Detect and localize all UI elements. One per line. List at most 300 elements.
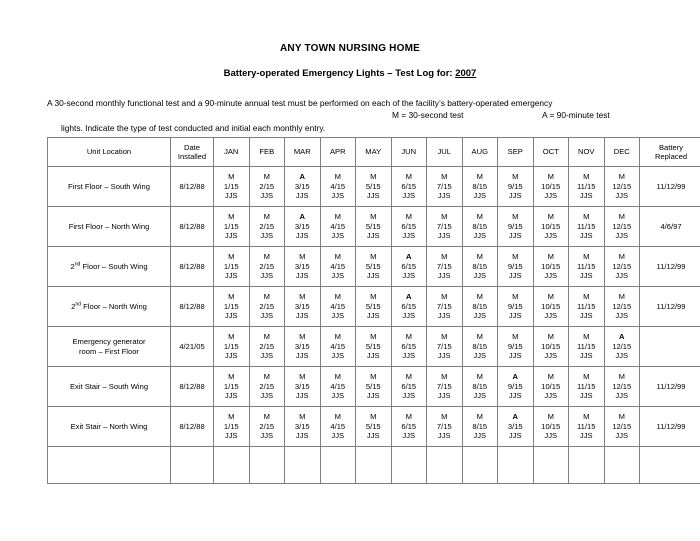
cell-month-sep[interactable] — [498, 247, 534, 287]
entry-test-type: M — [476, 292, 483, 302]
entry-test-type: M — [334, 212, 341, 222]
cell-date-installed[interactable]: 8/12/88 — [171, 207, 214, 247]
entry-date: 2/15 — [259, 221, 275, 231]
header-month-may: MAY — [356, 138, 392, 167]
entry-test-type: M — [547, 412, 554, 422]
entry-test-type: M — [228, 412, 235, 422]
unit-prefix: First Floor — [68, 181, 105, 191]
entry-test-type: M — [299, 412, 306, 422]
cell-month-may[interactable] — [356, 287, 392, 327]
cell-month-oct[interactable] — [533, 407, 569, 447]
entry-test-type: M — [476, 412, 483, 422]
entry-date: 7/15 — [436, 381, 452, 391]
entry-initials: JJS — [508, 271, 522, 281]
entry-initials: JJS — [437, 351, 451, 361]
cell-month-sep[interactable] — [498, 167, 534, 207]
entry-test-type: M — [618, 412, 625, 422]
entry-date: 5/15 — [365, 301, 381, 311]
entry-test-type: M — [334, 332, 341, 342]
entry-date: 3/15 — [294, 301, 310, 311]
entry-test-type: M — [263, 332, 270, 342]
entry-initials: JJS — [224, 311, 238, 321]
cell-month-feb[interactable] — [249, 327, 285, 367]
entry-date: 9/15 — [507, 301, 523, 311]
entry-initials: JJS — [366, 311, 380, 321]
cell-month-may[interactable] — [356, 407, 392, 447]
cell-month-dec[interactable] — [604, 207, 640, 247]
entry-test-type: A — [512, 412, 518, 422]
cell-month-nov[interactable] — [569, 287, 605, 327]
entry-test-type: A — [299, 212, 305, 222]
cell-month-aug[interactable] — [462, 247, 498, 287]
table-header — [48, 138, 700, 167]
entry-date: 9/15 — [507, 341, 523, 351]
entry-test-type: M — [583, 252, 590, 262]
cell-month-nov[interactable] — [569, 367, 605, 407]
cell-month-aug[interactable] — [462, 367, 498, 407]
unit-ordinal-suffix: nd — [74, 261, 81, 268]
entry-date: 1/15 — [223, 341, 239, 351]
cell-month-apr[interactable] — [320, 167, 356, 207]
entry-test-type: M — [228, 292, 235, 302]
cell-month-may[interactable] — [356, 207, 392, 247]
entry-test-type: M — [405, 172, 412, 182]
entry-date: 9/15 — [507, 381, 523, 391]
entry-initials: JJS — [473, 391, 487, 401]
entry-test-type: M — [370, 172, 377, 182]
cell-month-jun[interactable] — [391, 207, 427, 247]
cell-month-apr[interactable] — [320, 207, 356, 247]
unit-line-1: Emergency generator — [72, 336, 146, 346]
entry-test-type: M — [370, 332, 377, 342]
cell-month-may[interactable] — [356, 447, 392, 484]
entry-date: 7/15 — [436, 421, 452, 431]
cell-month-nov[interactable] — [569, 327, 605, 367]
entry-date: 11/15 — [577, 221, 596, 231]
table-row — [48, 287, 700, 327]
entry-initials: JJS — [437, 231, 451, 241]
entry-date: 12/15 — [612, 301, 632, 311]
cell-month-dec[interactable] — [604, 167, 640, 207]
unit-suffix: – North Wing — [104, 221, 150, 231]
cell-unit-location[interactable] — [48, 327, 171, 367]
entry-date: 3/15 — [294, 261, 310, 271]
header-month-jul: JUL — [427, 138, 463, 167]
entry-initials: JJS — [402, 231, 416, 241]
entry-date: 2/15 — [259, 341, 275, 351]
header-month-sep: SEP — [498, 138, 534, 167]
header-month-jan: JAN — [214, 138, 250, 167]
entry-initials: JJS — [437, 271, 451, 281]
cell-month-nov[interactable] — [569, 407, 605, 447]
cell-month-jul[interactable] — [427, 407, 463, 447]
cell-month-jun[interactable] — [391, 407, 427, 447]
cell-date-installed[interactable]: 8/12/88 — [171, 167, 214, 207]
entry-test-type: M — [512, 292, 519, 302]
entry-test-type: M — [583, 372, 590, 382]
entry-date: 7/15 — [436, 301, 452, 311]
entry-date: 7/15 — [436, 221, 452, 231]
entry-date: 11/15 — [577, 261, 596, 271]
cell-month-mar[interactable] — [285, 447, 321, 484]
cell-month-oct[interactable] — [533, 247, 569, 287]
entry-test-type: M — [334, 172, 341, 182]
entry-test-type: A — [619, 332, 625, 342]
entry-test-type: M — [228, 252, 235, 262]
cell-month-mar[interactable] — [285, 247, 321, 287]
entry-date: 12/15 — [612, 181, 632, 191]
entry-test-type: M — [618, 372, 625, 382]
entry-initials: JJS — [544, 351, 558, 361]
cell-month-jul[interactable] — [427, 447, 463, 484]
entry-initials: JJS — [260, 231, 274, 241]
cell-month-jan[interactable] — [214, 447, 250, 484]
cell-month-dec[interactable] — [604, 327, 640, 367]
cell-month-nov[interactable] — [569, 167, 605, 207]
cell-month-apr[interactable] — [320, 367, 356, 407]
entry-date: 10/15 — [541, 381, 561, 391]
cell-month-jun[interactable] — [391, 247, 427, 287]
entry-test-type: M — [441, 212, 448, 222]
entry-date: 2/15 — [259, 181, 275, 191]
entry-initials: JJS — [437, 391, 451, 401]
cell-month-jul[interactable] — [427, 367, 463, 407]
entry-date: 8/15 — [472, 181, 488, 191]
entry-date: 8/15 — [472, 261, 488, 271]
table-row-blank — [48, 447, 700, 484]
cell-month-jul[interactable] — [427, 287, 463, 327]
entry-date: 5/15 — [365, 381, 381, 391]
entry-test-type: M — [228, 212, 235, 222]
cell-month-mar[interactable] — [285, 287, 321, 327]
cell-month-nov[interactable] — [569, 447, 605, 484]
entry-initials: JJS — [295, 431, 309, 441]
entry-date: 5/15 — [365, 341, 381, 351]
unit-line-2: room – First Floor — [79, 346, 139, 356]
cell-battery-replaced[interactable]: 4/6/97 — [640, 207, 700, 247]
header-battery-replaced-line2: Replaced — [654, 152, 688, 161]
cell-battery-replaced[interactable]: 11/12/99 — [640, 287, 700, 327]
cell-month-jun[interactable] — [391, 167, 427, 207]
entry-date: 3/15 — [294, 341, 310, 351]
cell-month-oct[interactable] — [533, 327, 569, 367]
entry-date: 10/15 — [541, 221, 561, 231]
cell-month-oct[interactable] — [533, 207, 569, 247]
entry-test-type: M — [334, 412, 341, 422]
entry-date: 10/15 — [541, 301, 561, 311]
entry-test-type: M — [547, 252, 554, 262]
cell-month-feb[interactable] — [249, 367, 285, 407]
entry-initials: JJS — [224, 231, 238, 241]
cell-month-jun[interactable] — [391, 287, 427, 327]
test-log-table — [47, 137, 700, 484]
table-row — [48, 407, 700, 447]
entry-initials: JJS — [544, 231, 558, 241]
cell-month-jul[interactable] — [427, 207, 463, 247]
cell-month-may[interactable] — [356, 247, 392, 287]
entry-initials: JJS — [579, 311, 593, 321]
entry-test-type: M — [441, 252, 448, 262]
unit-prefix: 2 — [70, 261, 75, 271]
cell-battery-replaced[interactable]: 11/12/99 — [640, 167, 700, 207]
entry-initials: JJS — [402, 311, 416, 321]
cell-month-mar[interactable] — [285, 407, 321, 447]
cell-month-sep[interactable] — [498, 287, 534, 327]
cell-month-may[interactable] — [356, 367, 392, 407]
cell-month-feb[interactable] — [249, 207, 285, 247]
cell-month-oct[interactable] — [533, 167, 569, 207]
entry-date: 4/15 — [330, 381, 346, 391]
unit-prefix: 2 — [71, 301, 76, 311]
entry-test-type: M — [547, 292, 554, 302]
cell-month-nov[interactable] — [569, 247, 605, 287]
entry-initials: JJS — [224, 351, 238, 361]
cell-month-oct[interactable] — [533, 367, 569, 407]
cell-unit-location[interactable] — [48, 367, 171, 407]
cell-unit-location[interactable] — [48, 447, 171, 484]
cell-month-may[interactable] — [356, 327, 392, 367]
cell-month-mar[interactable] — [285, 327, 321, 367]
entry-initials: JJS — [331, 391, 345, 401]
cell-month-may[interactable] — [356, 167, 392, 207]
entry-test-type: M — [547, 172, 554, 182]
entry-initials: JJS — [260, 391, 274, 401]
entry-initials: JJS — [544, 391, 558, 401]
cell-battery-replaced[interactable]: 11/12/99 — [640, 407, 700, 447]
entry-initials: JJS — [615, 391, 629, 401]
cell-month-feb[interactable] — [249, 407, 285, 447]
cell-month-aug[interactable] — [462, 287, 498, 327]
cell-month-apr[interactable] — [320, 287, 356, 327]
entry-test-type: M — [263, 412, 270, 422]
entry-date: 1/15 — [223, 261, 239, 271]
cell-battery-replaced[interactable]: 11/12/99 — [640, 367, 700, 407]
entry-date: 11/15 — [577, 181, 596, 191]
entry-test-type: A — [299, 172, 305, 182]
entry-date: 6/15 — [401, 261, 417, 271]
cell-month-apr[interactable] — [320, 247, 356, 287]
cell-month-dec[interactable] — [604, 367, 640, 407]
cell-date-installed[interactable]: 8/12/88 — [171, 367, 214, 407]
cell-month-feb[interactable] — [249, 447, 285, 484]
entry-initials: JJS — [295, 231, 309, 241]
entry-test-type: M — [370, 252, 377, 262]
cell-month-feb[interactable] — [249, 167, 285, 207]
cell-date-installed[interactable]: 8/12/88 — [171, 407, 214, 447]
header-month-feb: FEB — [249, 138, 285, 167]
cell-month-sep[interactable] — [498, 327, 534, 367]
entry-test-type: M — [370, 412, 377, 422]
entry-initials: JJS — [260, 191, 274, 201]
entry-date: 4/15 — [330, 221, 346, 231]
entry-initials: JJS — [331, 431, 345, 441]
cell-month-nov[interactable] — [569, 207, 605, 247]
entry-initials: JJS — [295, 271, 309, 281]
entry-date: 8/15 — [472, 421, 488, 431]
cell-month-feb[interactable] — [249, 247, 285, 287]
cell-month-apr[interactable] — [320, 447, 356, 484]
entry-initials: JJS — [402, 351, 416, 361]
entry-initials: JJS — [544, 311, 558, 321]
entry-test-type: M — [263, 252, 270, 262]
cell-month-apr[interactable] — [320, 407, 356, 447]
cell-month-aug[interactable] — [462, 207, 498, 247]
cell-month-mar[interactable] — [285, 367, 321, 407]
entry-test-type: M — [512, 172, 519, 182]
entry-test-type: M — [370, 212, 377, 222]
entry-date: 4/15 — [330, 261, 346, 271]
cell-month-jul[interactable] — [427, 167, 463, 207]
cell-date-installed[interactable]: 4/21/05 — [171, 327, 214, 367]
entry-test-type: M — [583, 212, 590, 222]
entry-date: 6/15 — [401, 301, 417, 311]
cell-month-feb[interactable] — [249, 287, 285, 327]
entry-initials: JJS — [579, 431, 593, 441]
entry-date: 3/15 — [294, 221, 310, 231]
entry-test-type: M — [547, 212, 554, 222]
cell-month-sep[interactable] — [498, 367, 534, 407]
cell-month-jan[interactable] — [214, 327, 250, 367]
entry-date: 10/15 — [541, 181, 561, 191]
cell-month-sep[interactable] — [498, 207, 534, 247]
entry-date: 7/15 — [436, 181, 452, 191]
entry-date: 2/15 — [259, 261, 275, 271]
cell-month-jan[interactable] — [214, 367, 250, 407]
entry-initials: JJS — [402, 431, 416, 441]
entry-initials: JJS — [224, 431, 238, 441]
entry-test-type: M — [441, 412, 448, 422]
entry-test-type: M — [512, 252, 519, 262]
entry-initials: JJS — [473, 431, 487, 441]
cell-battery-replaced[interactable] — [640, 447, 700, 484]
entry-initials: JJS — [615, 271, 629, 281]
entry-test-type: M — [618, 212, 625, 222]
entry-initials: JJS — [579, 271, 593, 281]
cell-month-dec[interactable] — [604, 447, 640, 484]
table-row — [48, 207, 700, 247]
cell-month-jun[interactable] — [391, 447, 427, 484]
cell-month-aug[interactable] — [462, 167, 498, 207]
legend-m-label: M = 30-second test — [392, 110, 464, 121]
entry-initials: JJS — [295, 351, 309, 361]
cell-battery-replaced[interactable]: 11/12/99 — [640, 247, 700, 287]
instructions-line-2: lights. Indicate the type of test conducted and initial each monthly entry. — [60, 122, 326, 133]
cell-month-jun[interactable] — [391, 327, 427, 367]
entry-test-type: M — [228, 332, 235, 342]
cell-month-dec[interactable] — [604, 287, 640, 327]
entry-date: 12/15 — [612, 381, 632, 391]
entry-date: 1/15 — [223, 421, 239, 431]
cell-month-dec[interactable] — [604, 407, 640, 447]
header-battery-replaced — [640, 138, 700, 167]
cell-month-jun[interactable] — [391, 367, 427, 407]
entry-initials: JJS — [508, 431, 522, 441]
entry-test-type: M — [583, 172, 590, 182]
entry-initials: JJS — [508, 311, 522, 321]
cell-unit-location[interactable] — [48, 207, 171, 247]
cell-month-mar[interactable] — [285, 207, 321, 247]
cell-month-oct[interactable] — [533, 287, 569, 327]
cell-unit-location[interactable] — [48, 247, 171, 287]
entry-initials: JJS — [473, 191, 487, 201]
page-title: ANY TOWN NURSING HOME — [280, 43, 420, 54]
unit-prefix: First Floor — [68, 221, 105, 231]
entry-test-type: M — [263, 372, 270, 382]
entry-date: 8/15 — [472, 301, 488, 311]
entry-initials: JJS — [366, 271, 380, 281]
entry-test-type: M — [476, 172, 483, 182]
cell-month-aug[interactable] — [462, 407, 498, 447]
cell-month-dec[interactable] — [604, 247, 640, 287]
table-row — [48, 247, 700, 287]
cell-month-sep[interactable] — [498, 447, 534, 484]
cell-unit-location[interactable] — [48, 167, 171, 207]
entry-initials: JJS — [473, 351, 487, 361]
cell-month-aug[interactable] — [462, 447, 498, 484]
entry-initials: JJS — [331, 351, 345, 361]
entry-date: 6/15 — [401, 381, 417, 391]
entry-test-type: M — [405, 412, 412, 422]
cell-unit-location[interactable] — [48, 407, 171, 447]
entry-date: 8/15 — [472, 341, 488, 351]
cell-month-aug[interactable] — [462, 327, 498, 367]
entry-initials: JJS — [224, 391, 238, 401]
entry-date: 4/15 — [330, 341, 346, 351]
entry-test-type: M — [618, 292, 625, 302]
document-subtitle — [0, 68, 700, 79]
cell-month-jan[interactable] — [214, 247, 250, 287]
entry-date: 5/15 — [365, 261, 381, 271]
cell-month-apr[interactable] — [320, 327, 356, 367]
entry-initials: JJS — [508, 231, 522, 241]
entry-initials: JJS — [615, 311, 629, 321]
entry-date: 10/15 — [541, 261, 561, 271]
entry-initials: JJS — [508, 351, 522, 361]
entry-initials: JJS — [615, 431, 629, 441]
cell-month-jul[interactable] — [427, 247, 463, 287]
entry-test-type: M — [405, 372, 412, 382]
entry-initials: JJS — [579, 191, 593, 201]
entry-initials: JJS — [615, 351, 629, 361]
cell-date-installed[interactable]: 8/12/88 — [171, 287, 214, 327]
entry-initials: JJS — [579, 391, 593, 401]
cell-month-jul[interactable] — [427, 327, 463, 367]
entry-test-type: M — [334, 372, 341, 382]
entry-date: 9/15 — [507, 181, 523, 191]
cell-month-oct[interactable] — [533, 447, 569, 484]
cell-month-jan[interactable] — [214, 407, 250, 447]
cell-battery-replaced[interactable] — [640, 327, 700, 367]
cell-month-jan[interactable] — [214, 207, 250, 247]
entry-date: 3/15 — [507, 421, 523, 431]
header-month-dec: DEC — [604, 138, 640, 167]
entry-initials: JJS — [260, 311, 274, 321]
cell-month-jan[interactable] — [214, 287, 250, 327]
entry-initials: JJS — [331, 231, 345, 241]
entry-test-type: M — [405, 332, 412, 342]
cell-month-mar[interactable] — [285, 167, 321, 207]
cell-date-installed[interactable] — [171, 447, 214, 484]
instructions-line-1: A 30-second monthly functional test and a 90-minute annual test must be performed on each of the facility’s battery-operated emergency — [47, 98, 553, 108]
entry-initials: JJS — [260, 271, 274, 281]
cell-month-jan[interactable] — [214, 167, 250, 207]
entry-test-type: M — [228, 372, 235, 382]
entry-initials: JJS — [260, 431, 274, 441]
cell-month-sep[interactable] — [498, 407, 534, 447]
entry-initials: JJS — [402, 271, 416, 281]
cell-unit-location[interactable] — [48, 287, 171, 327]
cell-date-installed[interactable]: 8/12/88 — [171, 247, 214, 287]
